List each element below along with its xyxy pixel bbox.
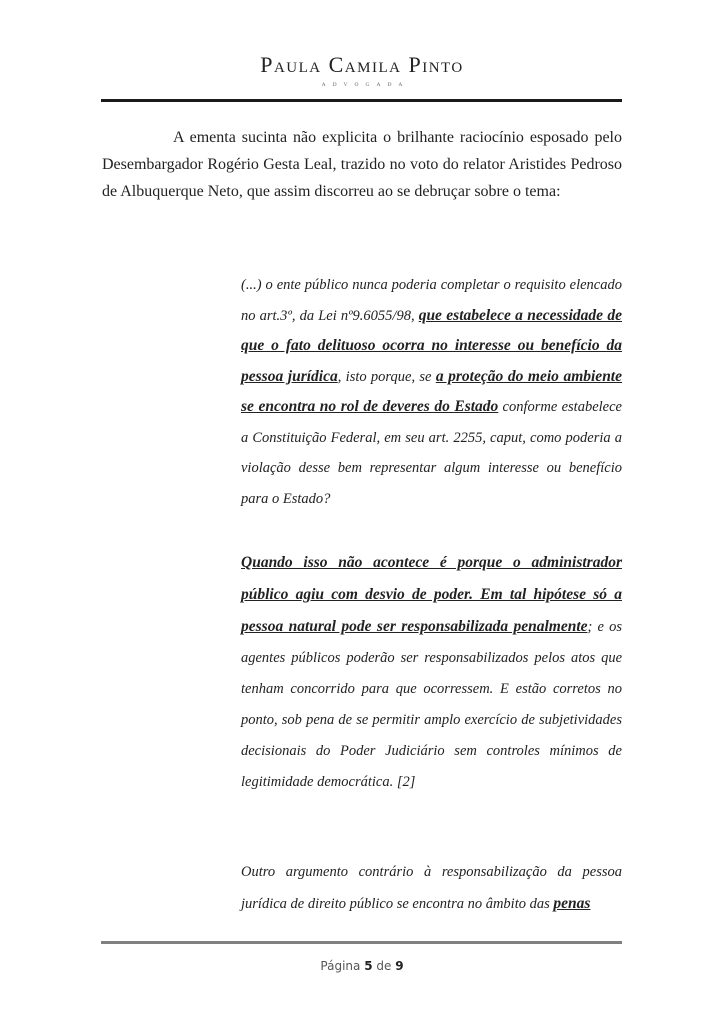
- quote-text: , isto porque, se: [337, 368, 436, 385]
- quote-text: conforme estabelece a Constituição Federal, em seu art. 2255, caput, como poderia a violação desse bem representar algum interesse ou benefício para o Estado?: [241, 399, 622, 507]
- quote-emphasis: que estabelece a necessidade de que o fato delituoso ocorra no interesse ou benefício da pessoa jurídica: [241, 306, 622, 385]
- quote-text: ; e os agentes públicos poderão ser responsabilizados pelos atos que tenham concorrido para que ocorressem. E estão corretos no ponto, sob pena de se permitir amplo exercício de subjetividades decisionais do Poder Judiciário sem controles mínimos de legitimidade democrática. [2]: [241, 619, 622, 790]
- quote-text: (...) o ente público nunca poderia completar o requisito elencado no art.3º, da Lei nº9.6055/98,: [241, 277, 622, 324]
- quote-emphasis: a proteção do meio ambiente se encontra no rol de deveres do Estado: [241, 367, 622, 415]
- page-label: Página: [320, 959, 361, 973]
- total-pages: 9: [395, 959, 404, 973]
- page-number: [0, 959, 724, 973]
- block-quote-2: [241, 547, 622, 798]
- letterhead-subtitle: ADVOGADA: [321, 82, 410, 88]
- letterhead-name: Paula Camila Pinto: [260, 52, 464, 77]
- page-separator: de: [376, 959, 392, 973]
- block-quote-3: [241, 856, 622, 920]
- current-page: 5: [364, 959, 373, 973]
- header-divider: [101, 99, 622, 102]
- quote-emphasis: penas: [553, 895, 591, 912]
- quote-emphasis: Quando isso não acontece é porque o administrador público agiu com desvio de poder. Em tal hipótese só a pessoa natural pode ser responsabilizada penalmente: [241, 554, 622, 635]
- intro-paragraph: A ementa sucinta não explicita o brilhante raciocínio esposado pelo Desembargador Rogério Gesta Leal, trazido no voto do relator Aristides Pedroso de Albuquerque Neto, que assim discorreu ao se debruçar sobre o tema:: [102, 129, 622, 200]
- quote-text: Outro argumento contrário à responsabilização da pessoa jurídica de direito público se encontra no âmbito das: [241, 864, 622, 912]
- footer-divider: [101, 941, 622, 944]
- block-quote-1: [241, 270, 622, 514]
